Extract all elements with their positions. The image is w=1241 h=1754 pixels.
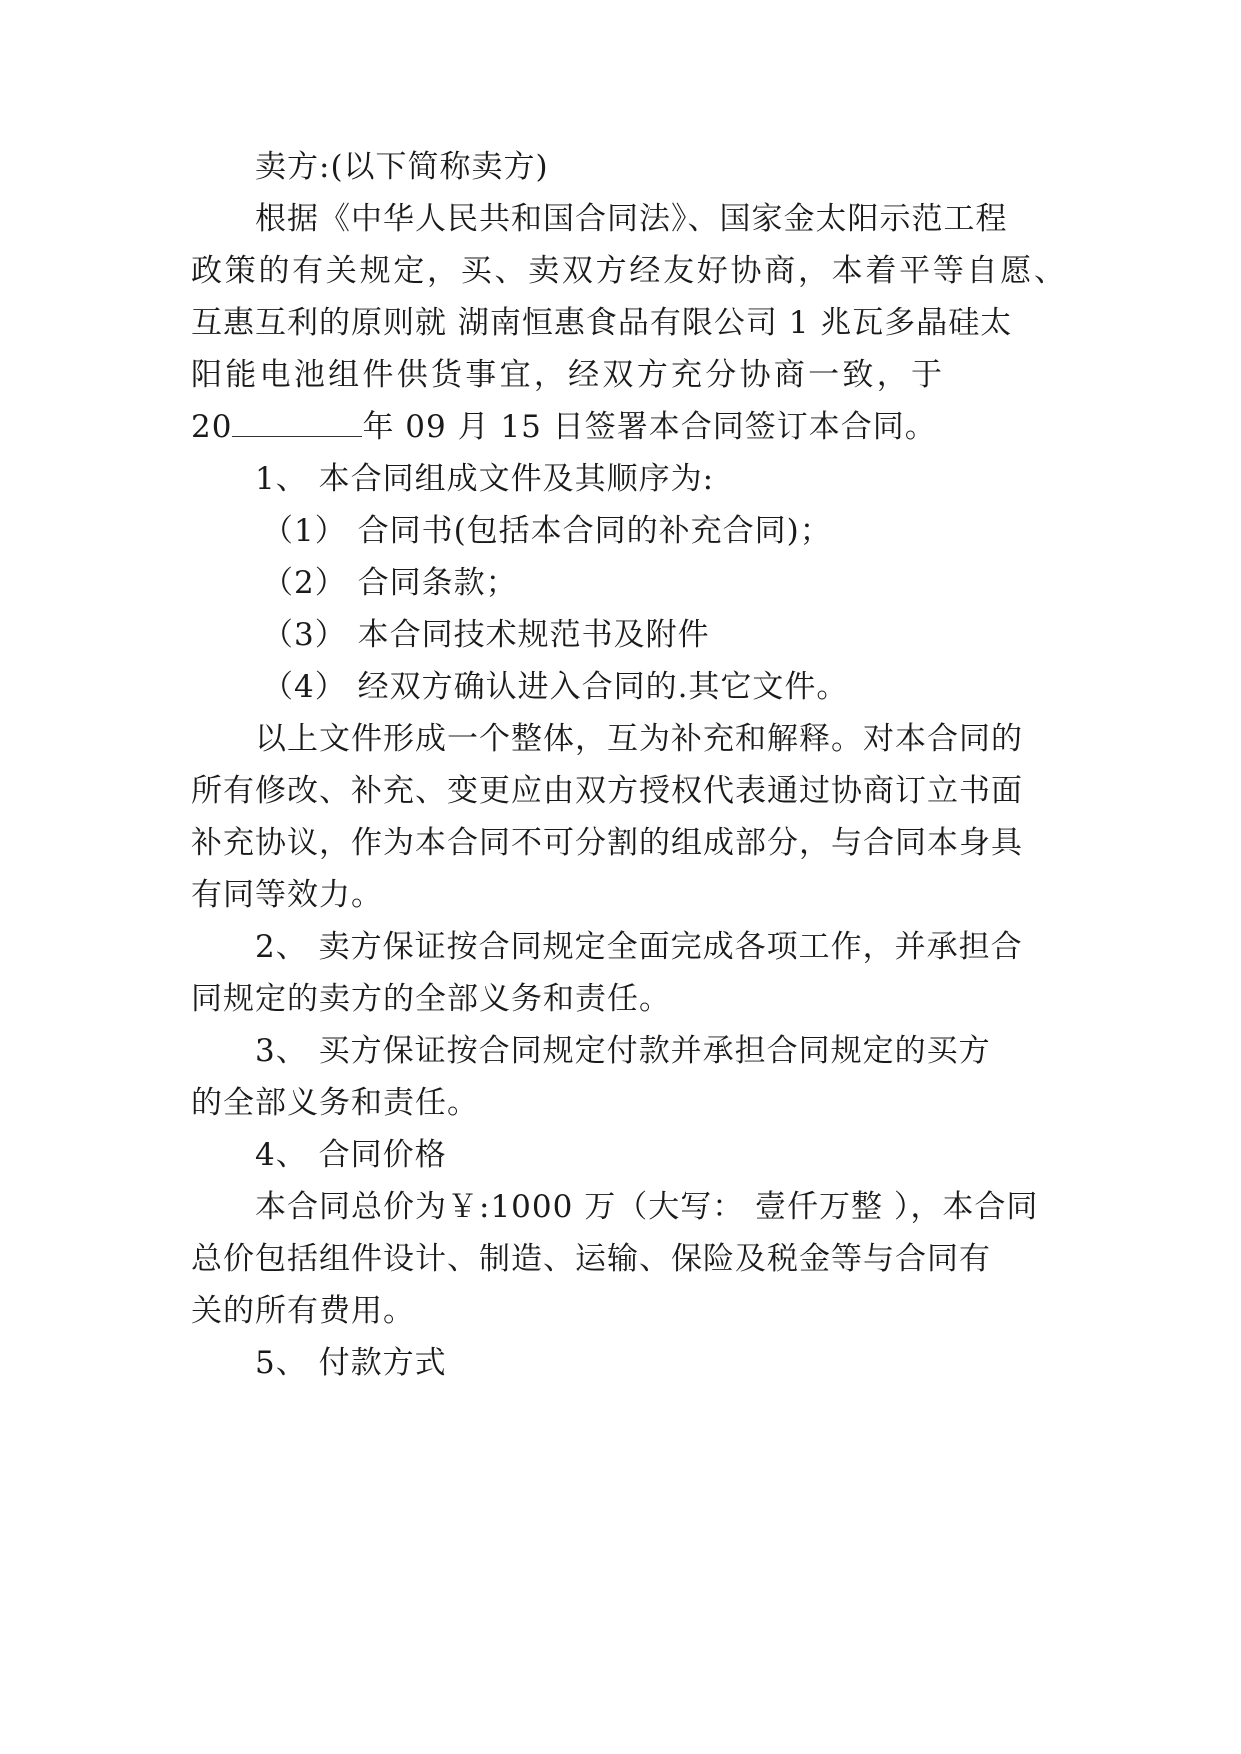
clause-heading: 1、 本合同组成文件及其顺序为: (255, 461, 715, 497)
paragraph-line: 政策的有关规定，买、卖双方经友好协商，本着平等自愿、 (191, 253, 1066, 289)
paragraph-line: 关的所有费用。 (191, 1293, 415, 1329)
seller-line: 卖方:(以下简称卖方) (255, 149, 549, 185)
paragraph-line: 的全部义务和责任。 (191, 1085, 479, 1121)
list-item: （1） 合同书(包括本合同的补充合同)； (262, 513, 832, 549)
date-line (191, 401, 1091, 453)
paragraph-line: 总价包括组件设计、制造、运输、保险及税金等与合同有 (191, 1241, 991, 1277)
paragraph-line: 同规定的卖方的全部义务和责任。 (191, 981, 671, 1017)
list-item: （2） 合同条款； (262, 565, 518, 601)
paragraph-line: 互惠互利的原则就 湖南恒惠食品有限公司 1 兆瓦多晶硅太 (191, 305, 1013, 341)
paragraph-line: 阳能电池组件供货事宜，经双方充分协商一致，于 (191, 357, 943, 393)
clause-heading: 5、 付款方式 (255, 1345, 447, 1381)
paragraph-line: 所有修改、补充、变更应由双方授权代表通过协商订立书面 (191, 773, 1023, 809)
list-item: （3） 本合同技术规范书及附件 (262, 617, 710, 653)
paragraph-line: 以上文件形成一个整体，互为补充和解释。对本合同的 (255, 721, 1023, 757)
date-line-text: 年 09 月 15 日签署本合同签订本合同。 (362, 409, 937, 445)
list-item: （4） 经双方确认进入合同的.其它文件。 (262, 669, 849, 705)
clause-heading: 4、 合同价格 (255, 1137, 447, 1173)
clause-heading: 2、 卖方保证按合同规定全面完成各项工作，并承担合 (255, 929, 1023, 965)
clause-heading: 3、 买方保证按合同规定付款并承担合同规定的买方 (255, 1033, 991, 1069)
paragraph-line: 根据《中华人民共和国合同法》、国家金太阳示范工程 (255, 201, 1008, 237)
paragraph-line: 补充协议，作为本合同不可分割的组成部分，与合同本身具 (191, 825, 1023, 861)
price-line: 本合同总价为￥:1000 万（大写： 壹仟万整 ），本合同 (255, 1189, 1039, 1225)
date-blank-field (232, 406, 362, 437)
date-year-prefix: 20 (191, 409, 233, 445)
paragraph-line: 有同等效力。 (191, 877, 383, 913)
